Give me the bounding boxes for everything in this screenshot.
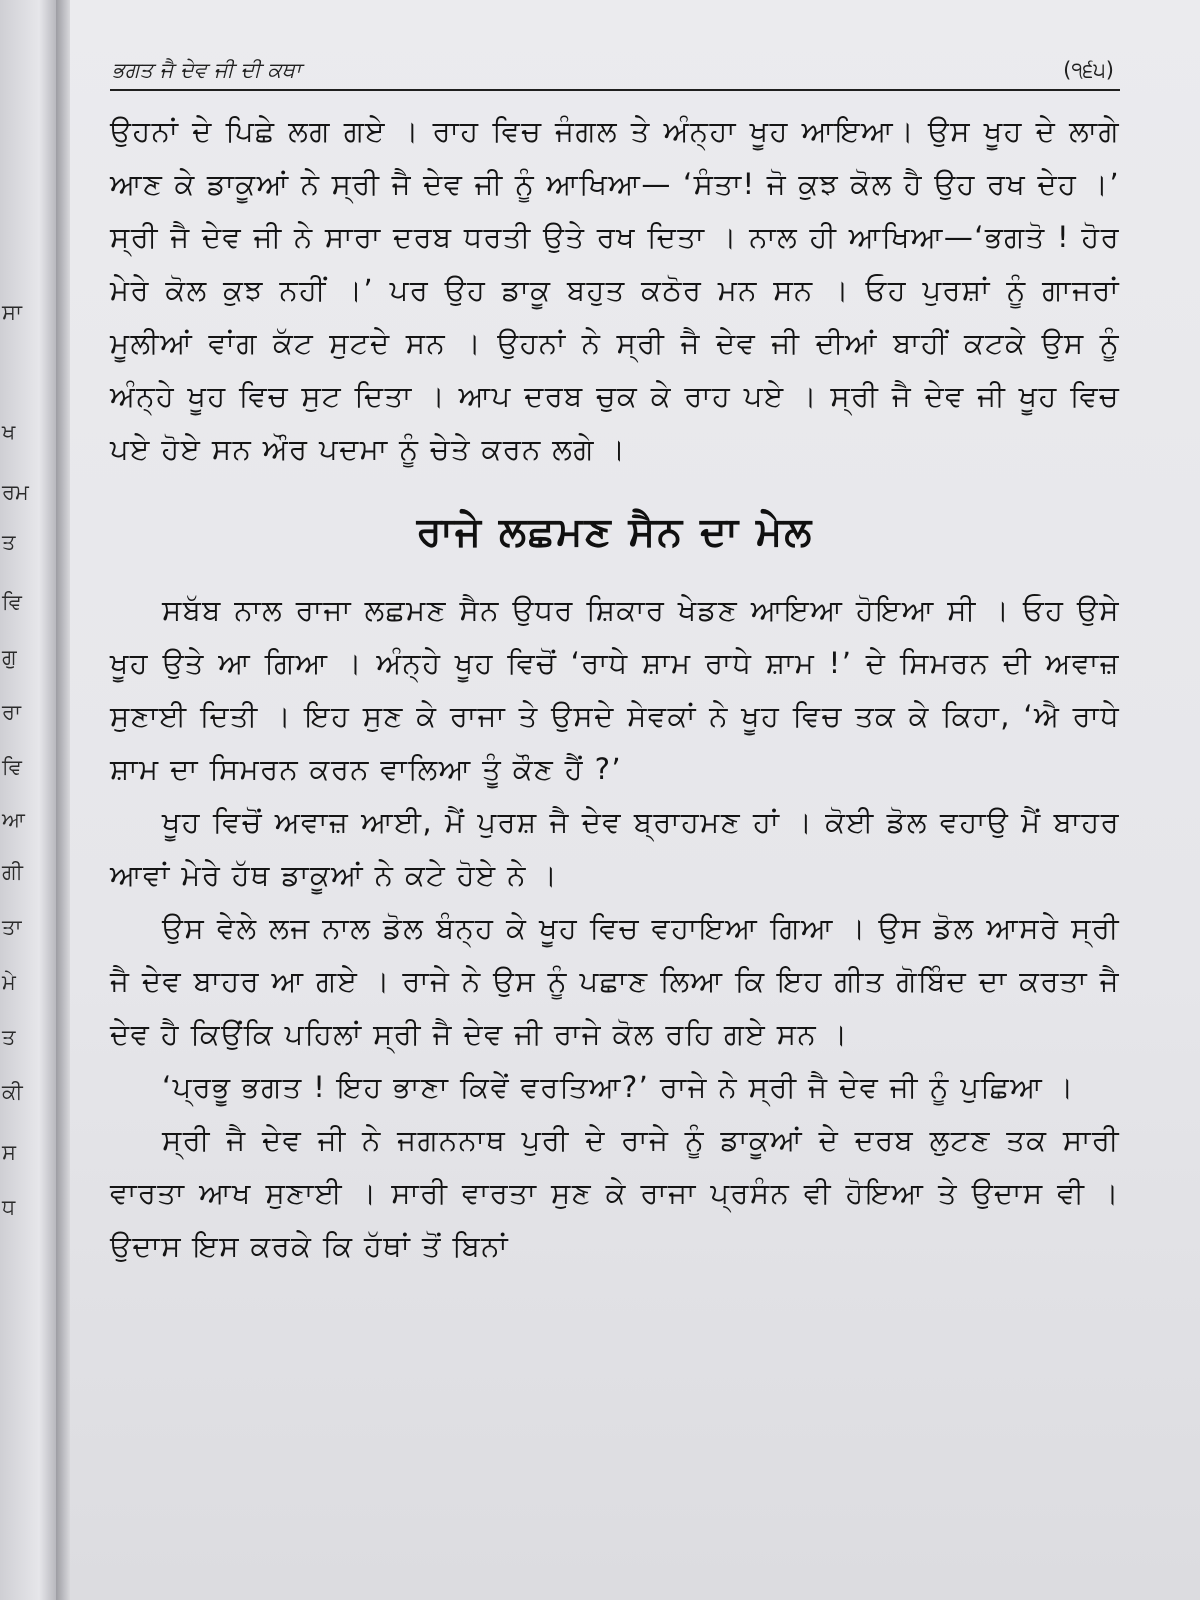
prev-fragment: ਰਮ: [2, 480, 29, 504]
book-gutter: [56, 0, 70, 1600]
prev-fragment: ਵਿ: [2, 755, 22, 779]
prev-fragment: ਸਾ: [2, 300, 22, 324]
prev-fragment: ਆ: [2, 808, 25, 832]
prev-fragment: ਸ: [2, 1140, 16, 1164]
previous-page-edge: [0, 0, 56, 1600]
page-number: (੧੬੫): [1063, 58, 1114, 82]
prev-fragment: ਤ: [2, 1025, 16, 1049]
paragraph: ‘ਪ੍ਰਭੂ ਭਗਤ ! ਇਹ ਭਾਣਾ ਕਿਵੇਂ ਵਰਤਿਆ?’ ਰਾਜੇ ਨੇ ਸ੍ਰੀ ਜੈ ਦੇਵ ਜੀ ਨੂੰ ਪੁਛਿਆ ।: [162, 1070, 1075, 1104]
paragraph: ਉਸ ਵੇਲੇ ਲਜ ਨਾਲ ਡੋਲ ਬੰਨ੍ਹ ਕੇ ਖੂਹ ਵਿਚ ਵਹਾਇਆ ਗਿਆ । ਉਸ ਡੋਲ ਆਸਰੇ ਸ੍ਰੀ ਜੈ ਦੇਵ ਬਾਹਰ ਆ ਗਏ । ਰਾਜੇ ਨੇ ਉਸ ਨੂੰ ਪਛਾਣ ਲਿਆ ਕਿ ਇਹ ਗੀਤ ਗੋਬਿੰਦ ਦਾ ਕਰਤਾ ਜੈ ਦੇਵ ਹੈ ਕਿਉਂਕਿ ਪਹਿਲਾਂ ਸ੍ਰੀ ਜੈ ਦੇਵ ਜੀ ਰਾਜੇ ਕੋਲ ਰਹਿ ਗਏ ਸਨ ।: [110, 911, 1120, 1051]
paragraph: ਸਬੱਬ ਨਾਲ ਰਾਜਾ ਲਛਮਣ ਸੈਨ ਉਧਰ ਸ਼ਿਕਾਰ ਖੇਡਣ ਆਇਆ ਹੋਇਆ ਸੀ । ਓਹ ਉਸੇ ਖੂਹ ਉਤੇ ਆ ਗਿਆ । ਅੰਨ੍ਹੇ ਖੂਹ ਵਿਚੋਂ ‘ਰਾਧੇ ਸ਼ਾਮ ਰਾਧੇ ਸ਼ਾਮ !’ ਦੇ ਸਿਮਰਨ ਦੀ ਅਵਾਜ਼ ਸੁਣਾਈ ਦਿਤੀ । ਇਹ ਸੁਣ ਕੇ ਰਾਜਾ ਤੇ ਉਸਦੇ ਸੇਵਕਾਂ ਨੇ ਖੂਹ ਵਿਚ ਤਕ ਕੇ ਕਿਹਾ, ‘ਐ ਰਾਧੇ ਸ਼ਾਮ ਦਾ ਸਿਮਰਨ ਕਰਨ ਵਾਲਿਆ ਤੂੰ ਕੌਣ ਹੈਂ ?’: [110, 593, 1120, 786]
prev-fragment: ਧ: [2, 1195, 16, 1219]
book-page: [70, 0, 1200, 1600]
paragraph: ਸ੍ਰੀ ਜੈ ਦੇਵ ਜੀ ਨੇ ਜਗਨਨਾਥ ਪੁਰੀ ਦੇ ਰਾਜੇ ਨੂੰ ਡਾਕੂਆਂ ਦੇ ਦਰਬ ਲੁਟਣ ਤਕ ਸਾਰੀ ਵਾਰਤਾ ਆਖ ਸੁਣਾਈ । ਸਾਰੀ ਵਾਰਤਾ ਸੁਣ ਕੇ ਰਾਜਾ ਪ੍ਰਸੰਨ ਵੀ ਹੋਇਆ ਤੇ ਉਦਾਸ ਵੀ । ਉਦਾਸ ਇਸ ਕਰਕੇ ਕਿ ਹੱਥਾਂ ਤੋਂ ਬਿਨਾਂ: [110, 1123, 1120, 1263]
prev-fragment: ਖ: [2, 420, 16, 444]
prev-fragment: ਮੇ: [2, 970, 16, 994]
prev-fragment: ਗੁ: [2, 645, 17, 669]
prev-fragment: ਤ: [2, 530, 16, 554]
prev-fragment: ਤਾ: [2, 915, 22, 939]
header-title: ਭਗਤ ਜੈ ਦੇਵ ਜੀ ਦੀ ਕਥਾ: [112, 58, 301, 82]
section-heading: ਰਾਜੇ ਲਛਮਣ ਸੈਨ ਦਾ ਮੇਲ: [416, 509, 814, 555]
previous-page-text: [0, 0, 56, 1600]
prev-fragment: ਵਿ: [2, 590, 22, 614]
prev-fragment: ਕੀ: [2, 1080, 23, 1104]
prev-fragment: ਗੀ: [2, 860, 23, 884]
paragraph: ਖੂਹ ਵਿਚੋਂ ਅਵਾਜ਼ ਆਈ, ਮੈਂ ਪੁਰਸ਼ ਜੈ ਦੇਵ ਬ੍ਰਾਹਮਣ ਹਾਂ । ਕੋਈ ਡੋਲ ਵਹਾਉ ਮੈਂ ਬਾਹਰ ਆਵਾਂ ਮੇਰੇ ਹੱਥ ਡਾਕੂਆਂ ਨੇ ਕਟੇ ਹੋਏ ਨੇ ।: [110, 805, 1120, 892]
prev-fragment: ਰਾ: [2, 700, 22, 724]
opening-paragraph: ਉਹਨਾਂ ਦੇ ਪਿਛੇ ਲਗ ਗਏ । ਰਾਹ ਵਿਚ ਜੰਗਲ ਤੇ ਅੰਨ੍ਹਾ ਖੂਹ ਆਇਆ। ਉਸ ਖੂਹ ਦੇ ਲਾਗੇ ਆਣ ਕੇ ਡਾਕੂਆਂ ਨੇ ਸ੍ਰੀ ਜੈ ਦੇਵ ਜੀ ਨੂੰ ਆਖਿਆ— ‘ਸੰਤਾ! ਜੋ ਕੁਝ ਕੋਲ ਹੈ ਉਹ ਰਖ ਦੇਹ ।’ ਸ੍ਰੀ ਜੈ ਦੇਵ ਜੀ ਨੇ ਸਾਰਾ ਦਰਬ ਧਰਤੀ ਉਤੇ ਰਖ ਦਿਤਾ । ਨਾਲ ਹੀ ਆਖਿਆ—‘ਭਗਤੋ ! ਹੋਰ ਮੇਰੇ ਕੋਲ ਕੁਝ ਨਹੀਂ ।’ ਪਰ ਉਹ ਡਾਕੂ ਬਹੁਤ ਕਠੋਰ ਮਨ ਸਨ । ਓਹ ਪੁਰਸ਼ਾਂ ਨੂੰ ਗਾਜਰਾਂ ਮੂਲੀਆਂ ਵਾਂਗ ਕੱਟ ਸੁਟਦੇ ਸਨ । ਉਹਨਾਂ ਨੇ ਸ੍ਰੀ ਜੈ ਦੇਵ ਜੀ ਦੀਆਂ ਬਾਹੀਂ ਕਟਕੇ ਉਸ ਨੂੰ ਅੰਨ੍ਹੇ ਖੂਹ ਵਿਚ ਸੁਟ ਦਿਤਾ । ਆਪ ਦਰਬ ਚੁਕ ਕੇ ਰਾਹ ਪਏ । ਸ੍ਰੀ ਜੈ ਦੇਵ ਜੀ ਖੂਹ ਵਿਚ ਪਏ ਹੋਏ ਸਨ ਔਰ ਪਦਮਾ ਨੂੰ ਚੇਤੇ ਕਰਨ ਲਗੇ ।: [110, 114, 1120, 466]
page-body: [110, 105, 1120, 1273]
running-header: [110, 58, 1120, 91]
